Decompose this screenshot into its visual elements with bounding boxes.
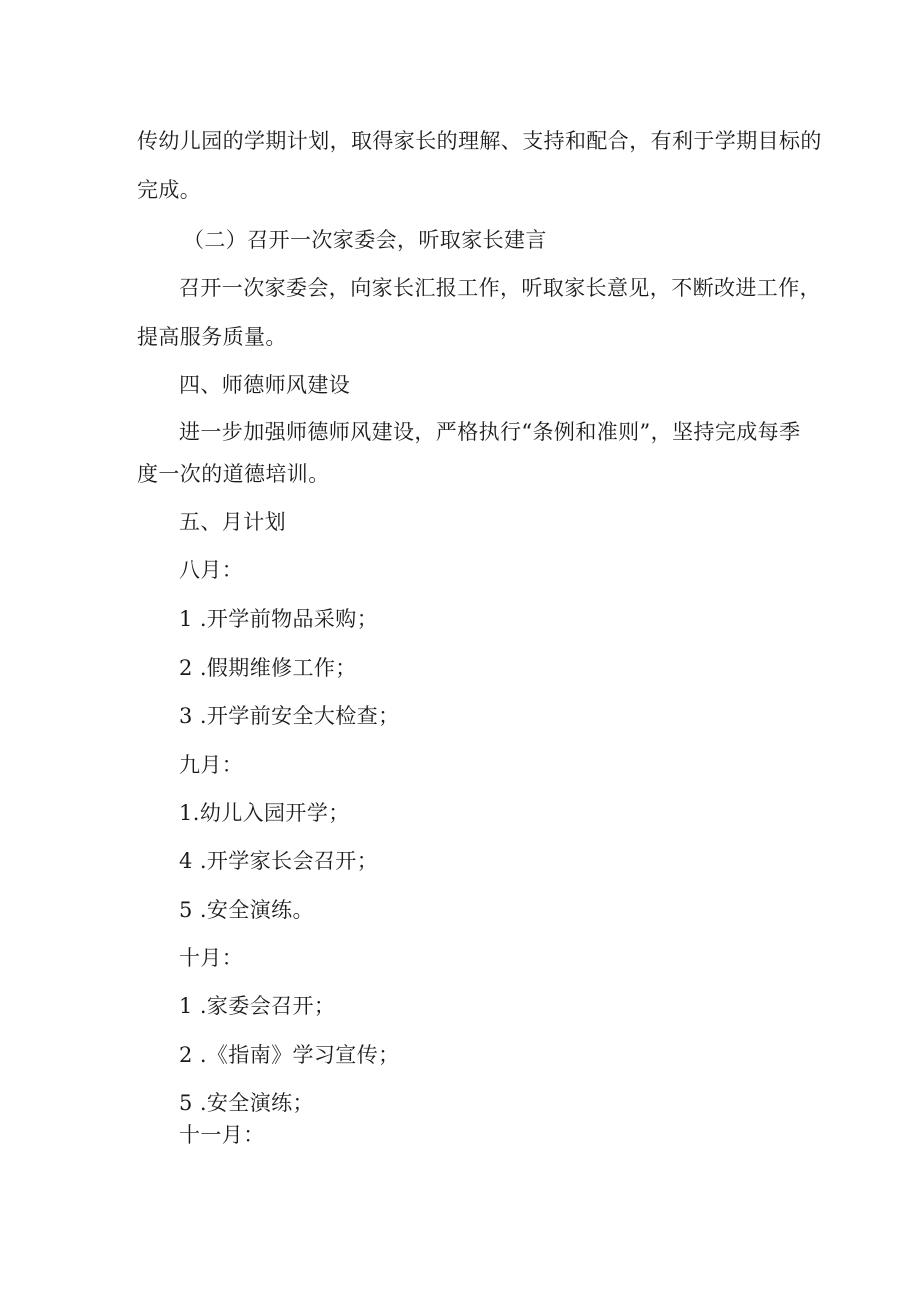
month-heading: 九月： <box>179 753 244 777</box>
list-item: 2 .《指南》学习宣传； <box>179 1043 400 1067</box>
list-item: 5 .安全演练。 <box>179 898 314 922</box>
paragraph-continuation: 提高服务质量。 <box>137 325 287 349</box>
list-item: 1 .开学前物品采购； <box>179 607 379 631</box>
month-heading: 十月： <box>179 946 244 970</box>
subsection-heading: （二）召开一次家委会，听取家长建言 <box>183 228 547 252</box>
paragraph-continuation: 完成。 <box>137 178 202 202</box>
list-item: 1 .家委会召开； <box>179 994 336 1018</box>
list-item: 5 .安全演练； <box>179 1091 314 1115</box>
month-heading: 八月： <box>179 558 244 582</box>
paragraph: 进一步加强师德师风建设，严格执行“条例和准则”，坚持完成每季 <box>179 420 801 444</box>
list-item: 4 .开学家长会召开； <box>179 849 379 873</box>
section-heading: 五、月计划 <box>179 510 286 534</box>
list-item: 2 .假期维修工作； <box>179 656 357 680</box>
paragraph-continuation: 度一次的道德培训。 <box>137 462 330 486</box>
list-item: 3 .开学前安全大检查； <box>179 704 400 728</box>
month-heading: 十一月： <box>179 1123 265 1147</box>
section-heading: 四、师德师风建设 <box>179 373 351 397</box>
paragraph: 召开一次家委会，向家长汇报工作，听取家长意见，不断改进工作， <box>179 276 821 300</box>
list-item: 1.幼儿入园开学； <box>179 801 350 825</box>
paragraph-continuation: 传幼儿园的学期计划，取得家长的理解、支持和配合，有利于学期目标的 <box>137 129 822 153</box>
